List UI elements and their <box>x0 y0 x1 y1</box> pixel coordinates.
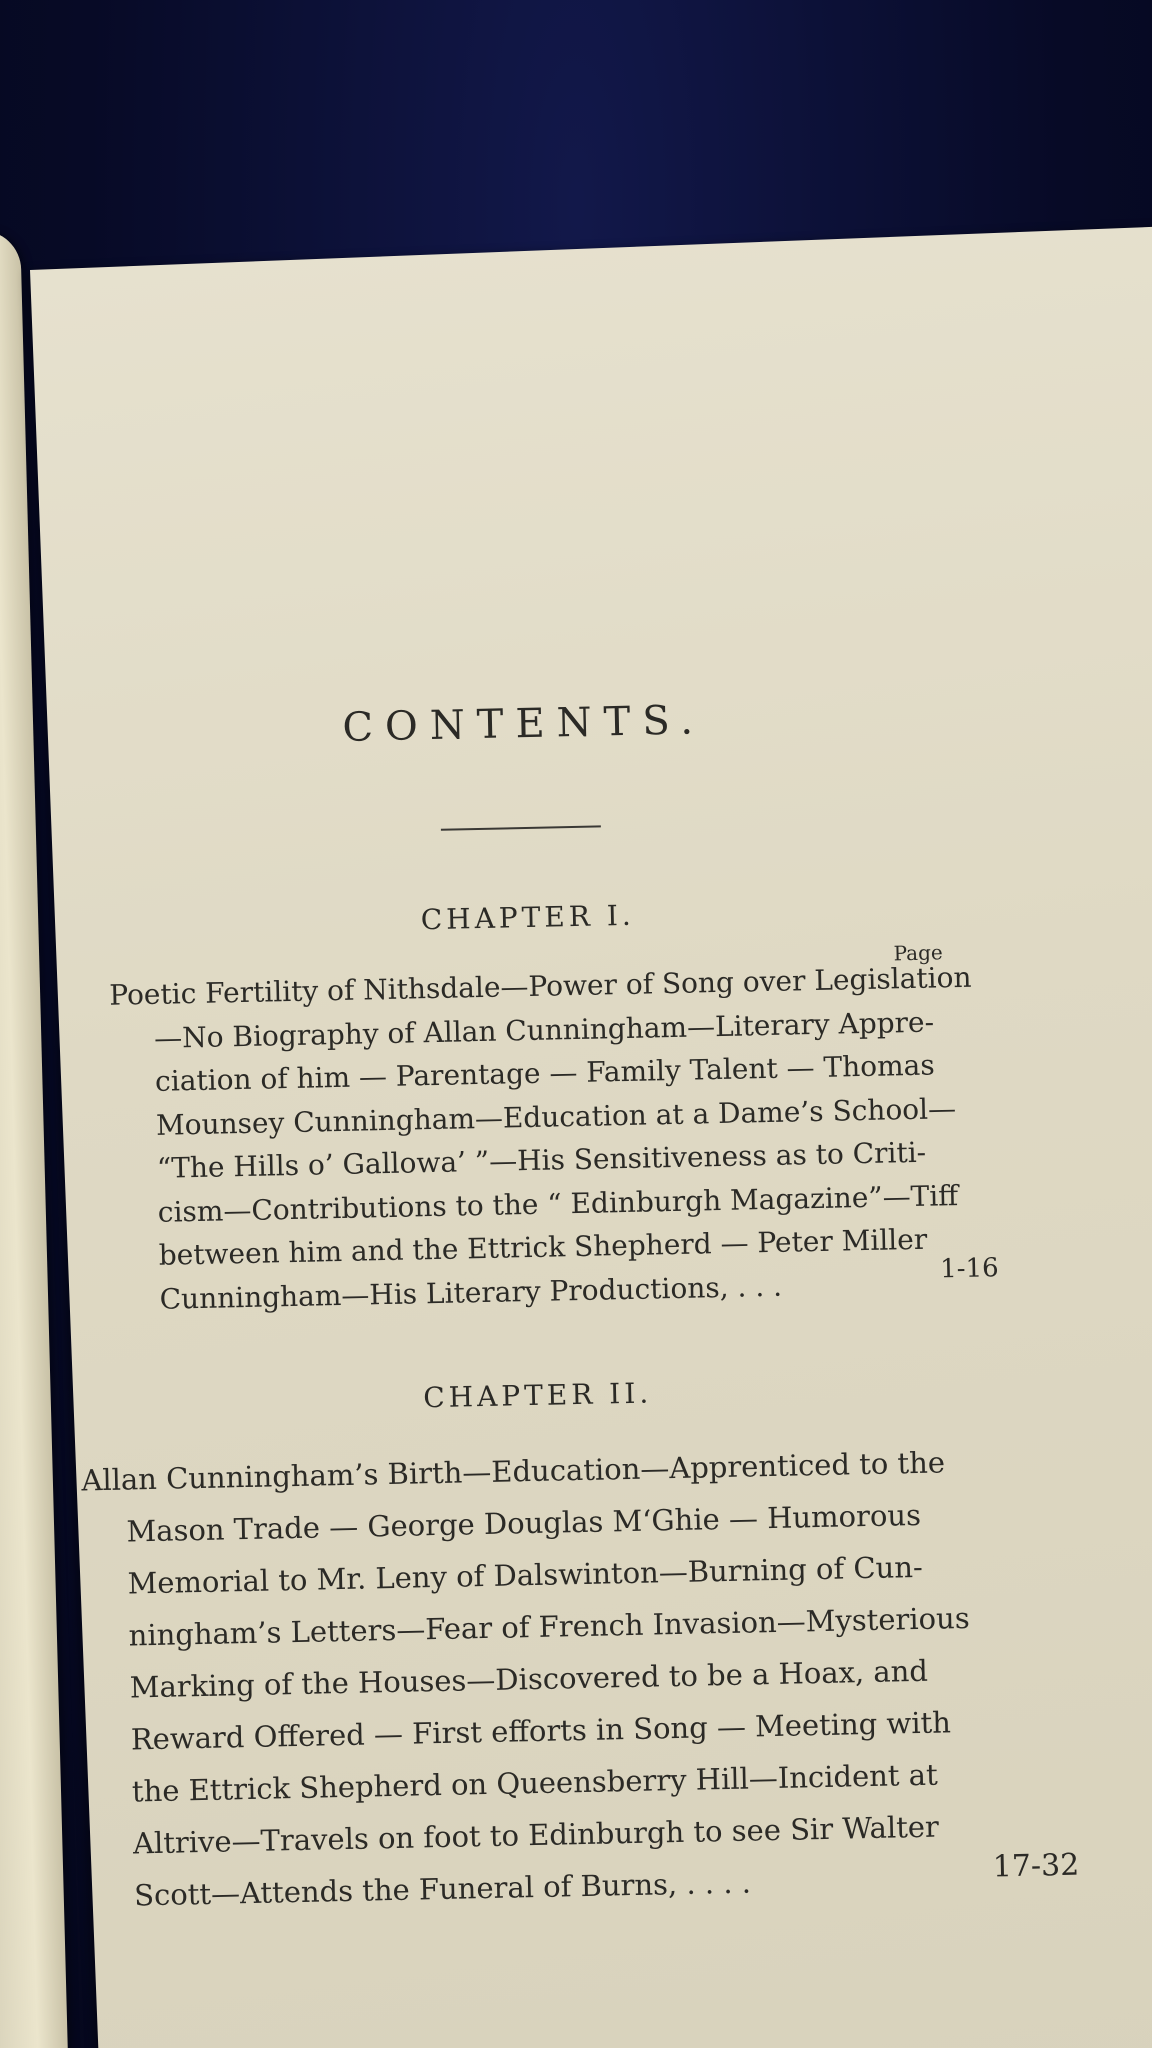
summary-line: Marking of the Houses—Discovered to be a Hoax, and <box>129 1653 929 1705</box>
summary-line: “The Hills o’ Gallowa’ ”—His Sensitiveness as to Criti- <box>156 1135 927 1185</box>
summary-line: Mason Trade — George Douglas M‘Ghie — Humorous <box>126 1497 922 1549</box>
chapter-1-heading: CHAPTER I. <box>420 898 636 937</box>
chapter-2-summary <box>81 1436 971 1922</box>
summary-line: cism—Contributions to the “ Edinburgh Magazine”—Tiff <box>157 1178 959 1229</box>
chapter-2-page-range: 17-32 <box>992 1847 1080 1885</box>
page-column-label: Page <box>893 940 943 966</box>
chapter-2-heading: CHAPTER II. <box>422 1376 653 1415</box>
summary-line: —No Biography of Allan Cunningham—Literary Appre- <box>153 1005 935 1055</box>
summary-line: Memorial to Mr. Leny of Dalswinton—Burning of Cun- <box>127 1549 924 1601</box>
contents-title: CONTENTS. <box>341 697 706 751</box>
chapter-1-page-range: 1-16 <box>939 1253 999 1285</box>
summary-line: Mounsey Cunningham—Education at a Dame’s School— <box>155 1091 957 1142</box>
summary-line: Reward Offered — First efforts in Song — Meeting with <box>130 1705 952 1757</box>
summary-line: Poetic Fertility of Nithsdale—Power of Song over Legislation <box>108 960 972 1012</box>
summary-line: between him and the Ettrick Shepherd — Peter Miller <box>158 1222 928 1272</box>
summary-line: Scott—Attends the Funeral of Burns, . . . . <box>133 1865 752 1913</box>
summary-line: ciation of him — Parentage — Family Talent — Thomas <box>154 1048 935 1098</box>
title-rule <box>441 825 601 830</box>
summary-line: the Ettrick Shepherd on Queensberry Hill—Incident at <box>131 1757 938 1809</box>
summary-line: Cunningham—His Literary Productions, . . . <box>159 1269 783 1316</box>
summary-line: Allan Cunningham’s Birth—Education—Apprenticed to the <box>81 1445 946 1498</box>
summary-line: ningham’s Letters—Fear of French Invasion—Mysterious <box>128 1600 970 1653</box>
summary-line: Altrive—Travels on foot to Edinburgh to see Sir Walter <box>132 1809 940 1861</box>
